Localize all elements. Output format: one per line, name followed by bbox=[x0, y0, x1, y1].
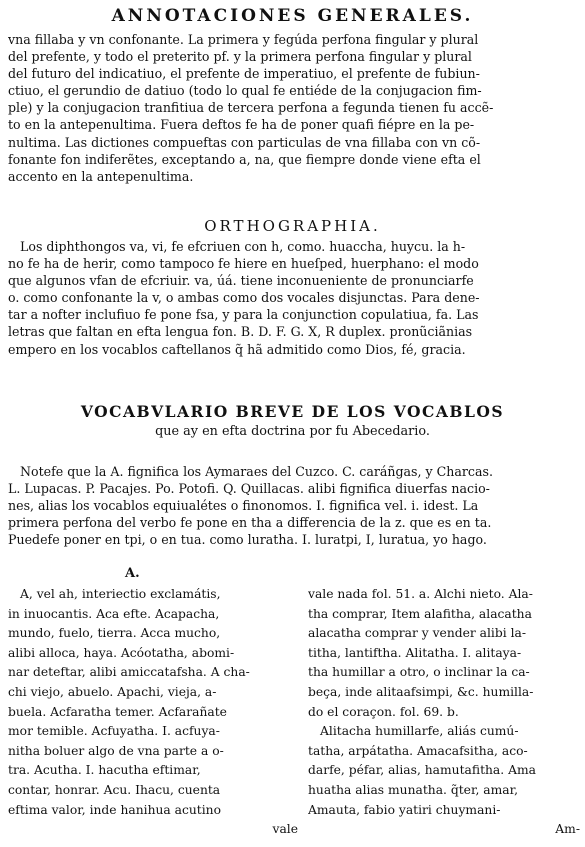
note-paragraph bbox=[8, 463, 578, 548]
text-line: vna fillaba y vn confonante. La primera y fegúda perfona fingular y plural bbox=[8, 32, 479, 47]
text-line: ctiuo, el gerundio de datiuo (todo lo qual fe entiéde de la conjugacion fim- bbox=[8, 83, 482, 99]
text-line: nitha boluer algo de vna parte a o- bbox=[8, 743, 224, 758]
text-line: alacatha comprar y vender alibi la- bbox=[308, 626, 526, 641]
text-line: tha humillar a otro, o inclinar la ca- bbox=[308, 665, 530, 680]
text-line: buela. Acfaratha temer. Acfarañate bbox=[8, 704, 227, 719]
section-subheading: que ay en efta doctrina por fu Abecedario. bbox=[155, 424, 430, 439]
text-line: mor temible. Acfuyatha. I. acfuya- bbox=[8, 724, 220, 739]
text-line: Notefe que la A. fignifica los Aymaraes del Cuzco. C. caráñgas, y Charcas. bbox=[20, 464, 493, 479]
text-line: do el coraçon. fol. 69. b. bbox=[308, 704, 459, 719]
text-line: nes, alias los vocablos equiualétes o finonomos. I. fignifica vel. i. idest. La bbox=[8, 498, 479, 514]
text-line: nultima. Las dictiones compueftas con particulas de vna fillaba con vn cõ- bbox=[8, 134, 481, 150]
catchword: vale bbox=[272, 822, 298, 837]
text-line: vale nada fol. 51. a. Alchi nieto. Ala- bbox=[308, 587, 533, 601]
text-line: tha comprar, Item alafitha, alacatha bbox=[308, 606, 532, 621]
text-line: Los diphthongos va, vi, fe efcriuen con h, como. huaccha, huycu. la h- bbox=[20, 239, 466, 254]
orthographia-paragraph bbox=[8, 238, 578, 358]
text-line: o. como confonante la v, o ambas como dos vocales disjunctas. Para dene- bbox=[8, 290, 480, 306]
text-line: Puedefe poner en tpi, o en tua. como luratha. I. luratpi, I, luratua, yo hago. bbox=[8, 532, 487, 548]
intro-paragraph bbox=[8, 31, 578, 185]
catchword: Am- bbox=[555, 822, 580, 837]
text-line: nar deteftar, alibi amiccatafsha. A cha- bbox=[8, 665, 250, 680]
right-column bbox=[308, 585, 580, 840]
text-line: eftima valor, inde hanihua acutino bbox=[8, 802, 221, 817]
text-line: huatha alias munatha. q̃ter, amar, bbox=[308, 782, 519, 797]
left-column bbox=[8, 585, 298, 840]
text-line: titha, lantiftha. Alitatha. I. alitaya- bbox=[308, 645, 522, 660]
section-letter: A. bbox=[125, 566, 140, 581]
section-heading-vocabulario: VOCABVLARIO BREVE DE LOS VOCABLOS bbox=[80, 402, 505, 421]
text-line: empero en los vocablos caftellanos q̃ hã admitido como Dios, fé, gracia. bbox=[8, 341, 466, 357]
text-line: letras que faltan en efta lengua fon. B. D. F. G. X, R duplex. pronũciãnias bbox=[8, 324, 473, 340]
text-line: in inuocantis. Aca efte. Acapacha, bbox=[8, 606, 220, 621]
text-line: Alitacha humillarfe, aliás cumú- bbox=[320, 724, 519, 739]
text-line: tra. Acutha. I. hacutha eftimar, bbox=[8, 763, 201, 778]
text-line: A, vel ah, interiectio exclamátis, bbox=[20, 587, 221, 601]
running-head: ANNOTACIONES GENERALES. bbox=[111, 6, 474, 26]
text-line: L. Lupacas. P. Pacajes. Po. Potofi. Q. Quillacas. alibi fignifica diuerfas nacio- bbox=[8, 481, 490, 497]
text-line: accento en la antepenultima. bbox=[8, 168, 194, 184]
text-line: tatha, arpátatha. Amacafsitha, aco- bbox=[308, 743, 528, 758]
text-line: Amauta, fabio yatiri chuymani- bbox=[308, 802, 501, 817]
text-line: del futuro del indicatiuo, el prefente de imperatiuo, el prefente de fubiun- bbox=[8, 66, 480, 82]
text-line: no fe ha de herir, como tampoco fe hiere en hueſped, huerphano: el modo bbox=[8, 256, 479, 272]
text-line: to en la antepenultima. Fuera deftos fe ha de poner quafi fiépre en la pe- bbox=[8, 117, 475, 133]
text-line: mundo, fuelo, tierra. Acca mucho, bbox=[8, 626, 221, 641]
text-line: chi viejo, abuelo. Apachi, vieja, a- bbox=[8, 684, 217, 699]
text-line: contar, honrar. Acu. Ihacu, cuenta bbox=[8, 782, 221, 797]
text-line: tar a nofter inclufiuo fe pone fsa, y para la conjunction copulatiua, fa. Las bbox=[8, 307, 479, 323]
text-line: primera perfona del verbo fe pone en tha a differencia de la z. que es en ta. bbox=[8, 515, 492, 531]
text-line: que algunos vfan de efcriuir. va, úá. tiene inconueniente de pronunciarfe bbox=[8, 273, 474, 289]
text-line: fonante fon indiferẽtes, exceptando a, na, que fiempre donde viene efta el bbox=[8, 151, 481, 167]
text-line: alibi alloca, haya. Acóotatha, abomi- bbox=[8, 645, 235, 660]
text-line: del prefente, y todo el preterito pf. y la primera perfona fingular y plural bbox=[8, 49, 472, 65]
section-heading-orthographia: ORTHOGRAPHIA. bbox=[204, 217, 381, 235]
text-line: ple) y la conjugacion tranfitiua de tercera perfona a fegunda tienen fu accẽ- bbox=[8, 100, 494, 116]
text-line: beça, inde alitaafsimpi, &c. humilla- bbox=[308, 684, 534, 699]
text-line: darfe, péfar, alias, hamutafitha. Ama bbox=[308, 763, 536, 778]
